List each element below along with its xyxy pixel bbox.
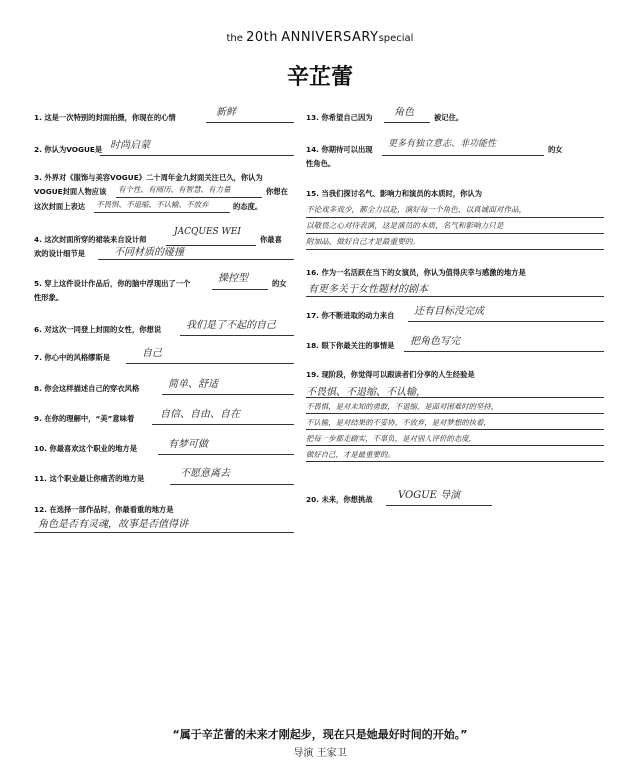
header (0, 30, 640, 45)
question-14-b: 的女 (548, 145, 563, 154)
answer-18: 把角色写完 (410, 336, 460, 347)
answer-19-line4: 把每一步都走踏实，不辜负，是对别人评价的态度， (306, 434, 476, 443)
answer-2: 时尚启蒙 (110, 140, 150, 151)
question-14-a: 14. 你期待可以出现 (306, 145, 373, 154)
answer-line (212, 289, 268, 290)
question-8: 8. 你会这样描述自己的穿衣风格 (34, 384, 140, 393)
answer-4a: JACQUES WEI (174, 227, 241, 237)
answer-6: 我们是了不起的自己 (186, 320, 276, 331)
question-18: 18. 眼下你最关注的事情是 (306, 341, 395, 350)
answer-line (126, 363, 294, 364)
question-15: 15. 当我们探讨名气、影响力和演员的本质时，你认为 (306, 189, 482, 198)
answer-line (306, 233, 604, 234)
question-3-line3: 你想在 (266, 187, 288, 196)
answer-line (306, 413, 604, 414)
question-17: 17. 你不断进取的动力来自 (306, 311, 395, 320)
question-12: 12. 在选择一部作品时，你最看重的地方是 (34, 505, 174, 514)
answer-9: 自信、自由、自在 (160, 409, 240, 420)
header-pre: the (226, 33, 243, 44)
answer-10: 有梦可做 (168, 439, 208, 450)
answer-19-line1: 不畏惧、不退缩、不认输， (306, 387, 426, 398)
answer-line (206, 122, 294, 123)
header-number: 20th (246, 30, 279, 45)
answer-14: 更多有独立意志、非功能性 (388, 139, 497, 149)
answer-line (306, 429, 604, 430)
answer-line (158, 454, 294, 455)
answer-line (116, 197, 262, 198)
answer-line (306, 461, 604, 462)
answer-8: 简单、舒适 (168, 379, 218, 390)
answer-11: 不愿意离去 (180, 468, 230, 479)
question-4-line2: 你最喜 (260, 235, 282, 244)
question-13-b: 被记住。 (434, 113, 464, 122)
question-3-line5: 的态度。 (233, 202, 263, 211)
answer-line (408, 321, 604, 322)
answer-line (384, 122, 430, 123)
question-9: 9. 在你的理解中，“美”意味着 (34, 414, 135, 423)
answer-line (162, 394, 294, 395)
answer-line (170, 484, 294, 485)
answer-4b: 不同材质的碰撞 (114, 247, 184, 258)
header-post: special (378, 33, 414, 44)
question-5-line2: 的女 (272, 279, 287, 288)
page-title: 辛芷蕾 (286, 64, 353, 90)
question-19: 19. 现阶段，你觉得可以跟读者们分享的人生经验是 (306, 370, 475, 379)
question-7: 7. 你心中的风格缪斯是 (34, 353, 111, 362)
question-13-a: 13. 你希望自己因为 (306, 113, 373, 122)
header-big: ANNIVERSARY (281, 30, 379, 45)
answer-12: 角色是否有灵魂，故事是否值得讲 (38, 519, 188, 530)
footer-quote: “属于辛芷蕾的未来才刚起步，现在只是她最好时间的开始。” (172, 728, 468, 741)
answer-1: 新鲜 (216, 107, 236, 118)
answer-3a: 有个性、有阅历、有智慧、有力量 (118, 185, 231, 194)
answer-15-line3: 附加品，做好自己才是最重要的。 (306, 237, 420, 246)
question-10: 10. 你最喜欢这个职业的地方是 (34, 444, 138, 453)
answer-line (386, 505, 492, 506)
answer-line (94, 212, 230, 213)
answer-13: 角色 (394, 107, 414, 118)
question-11: 11. 这个职业最让你痛苦的地方是 (34, 474, 145, 483)
question-5-line1: 5. 穿上这件设计作品后，你的脑中浮现出了一个 (34, 279, 191, 288)
question-5-line3: 性形象。 (34, 293, 64, 302)
question-3-line2: VOGUE封面人物应该 (34, 187, 107, 196)
answer-line (306, 217, 604, 218)
answer-line (306, 249, 604, 250)
question-3-line4: 这次封面上表达 (34, 202, 86, 211)
question-2: 2. 你认为VOGUE是 (34, 145, 103, 154)
answer-5: 操控型 (218, 273, 248, 284)
answer-19-line2: 不畏惧，是对未知的勇敢，不退缩，是面对困难时的坚持， (306, 402, 499, 411)
answer-19-line3: 不认输，是对结果的不妥协，不放弃，是对梦想的执着， (306, 418, 491, 427)
answer-16: 有更多关于女性题材的剧本 (308, 284, 428, 295)
answer-line (34, 532, 294, 533)
answer-20: VOGUE 导演 (398, 490, 461, 501)
question-16: 16. 作为一名活跃在当下的女演员，你认为值得庆幸与感激的地方是 (306, 268, 526, 277)
question-20: 20. 未来，你想挑战 (306, 495, 373, 504)
answer-line (306, 397, 604, 398)
answer-line (306, 445, 604, 446)
answer-line (306, 296, 604, 297)
answer-19-line5: 做好自己，才是最重要的。 (306, 450, 395, 459)
footer-credit: 导演 王家卫 (293, 748, 347, 759)
answer-15-line1: 不论戏多戏少，都全力以赴，演好每一个角色，以真诚面对作品， (306, 205, 527, 214)
answer-line (382, 155, 544, 156)
answer-15-line2: 以敬畏之心对待表演，这是演员的本质，名气和影响力只是 (306, 221, 504, 230)
answer-line (180, 335, 294, 336)
answer-line (152, 424, 294, 425)
answer-3b: 不畏惧、不退缩、不认输、不放弃 (96, 200, 209, 209)
question-6: 6. 对这次一同登上封面的女性，你想说 (34, 325, 162, 334)
answer-17: 还有目标没完成 (414, 306, 484, 317)
question-4-line3: 欢的设计细节是 (34, 249, 86, 258)
answer-line (404, 351, 604, 352)
question-4-line1: 4. 这次封面所穿的裙装来自设计师 (34, 235, 147, 244)
answer-line (100, 155, 294, 156)
answer-7: 自己 (142, 348, 162, 359)
answer-line (98, 259, 294, 260)
question-3-line1: 3. 外界对《服饰与美容VOGUE》二十周年金九封面关注已久，你认为 (34, 173, 263, 182)
question-1: 1. 这是一次特别的封面拍摄，你现在的心情 (34, 113, 176, 122)
question-14-c: 性角色。 (306, 159, 336, 168)
